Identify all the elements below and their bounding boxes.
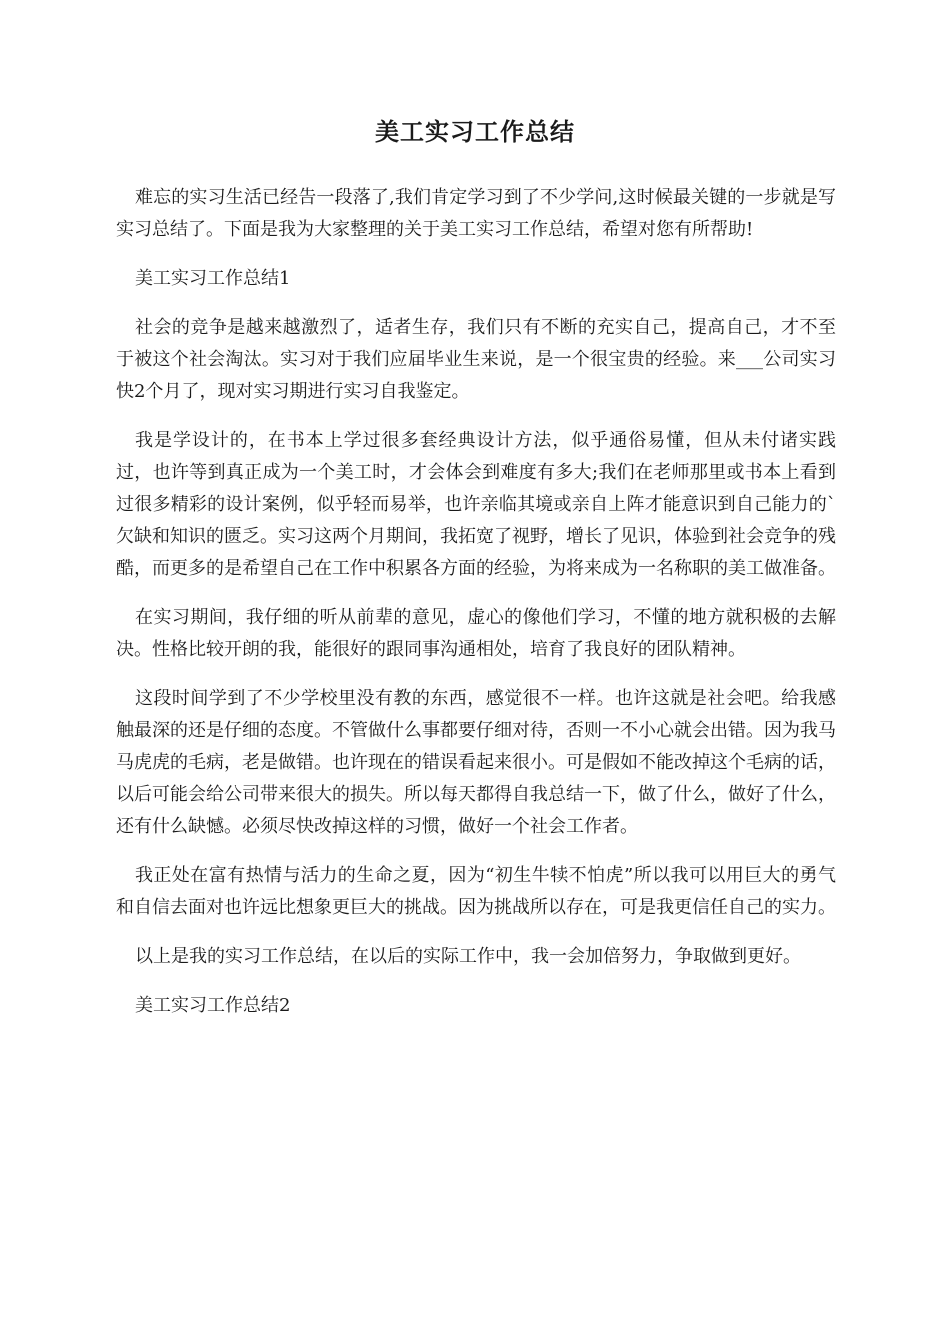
- body-paragraph: 以上是我的实习工作总结，在以后的实际工作中，我一会加倍努力，争取做到更好。: [135, 946, 801, 967]
- body-paragraph: 我正处在富有热情与活力的生命之夏，因为“初生牛犊不怕虎”所以我可以用巨大的勇气和自信去面对也许远比想象更巨大的挑战。因为挑战所以存在，可是我更信任自己的实力。: [116, 865, 836, 918]
- body-paragraph: 社会的竞争是越来越激烈了，适者生存，我们只有不断的充实自己，提高自己，才不至于被这个社会淘汰。实习对于我们应届毕业生来说，是一个很宝贵的经验。来___公司实习快2个月了，现对实习期进行实习自我鉴定。: [116, 317, 836, 402]
- document-body: [116, 182, 836, 1039]
- section-heading-1: 美工实习工作总结1: [135, 268, 291, 289]
- body-paragraph: 这段时间学到了不少学校里没有教的东西，感觉很不一样。也许这就是社会吧。给我感触最深的还是仔细的态度。不管做什么事都要仔细对待，否则一不小心就会出错。因为我马马虎虎的毛病，老是做错。也许现在的错误看起来很小。可是假如不能改掉这个毛病的话，以后可能会给公司带来很大的损失。所以每天都得自我总结一下，做了什么，做好了什么，还有什么缺憾。必须尽快改掉这样的习惯，做好一个社会工作者。: [116, 688, 836, 837]
- section-heading-2: 美工实习工作总结2: [135, 995, 291, 1016]
- document-title: 美工实习工作总结: [375, 117, 575, 146]
- body-paragraph: 我是学设计的，在书本上学过很多套经典设计方法，似乎通俗易懂，但从未付诸实践过，也许等到真正成为一个美工时，才会体会到难度有多大;我们在老师那里或书本上看到过很多精彩的设计案例，似乎轻而易举，也许亲临其境或亲自上阵才能意识到自己能力的`欠缺和知识的匮乏。实习这两个月期间，我拓宽了视野，增长了见识，体验到社会竞争的残酷，而更多的是希望自己在工作中积累各方面的经验，为将来成为一名称职的美工做准备。: [116, 430, 836, 579]
- intro-paragraph: 难忘的实习生活已经告一段落了,我们肯定学习到了不少学问,这时候最关键的一步就是写实习总结了。下面是我为大家整理的关于美工实习工作总结，希望对您有所帮助!: [116, 187, 836, 240]
- body-paragraph: 在实习期间，我仔细的听从前辈的意见，虚心的像他们学习，不懂的地方就积极的去解决。性格比较开朗的我，能很好的跟同事沟通相处，培育了我良好的团队精神。: [116, 607, 836, 660]
